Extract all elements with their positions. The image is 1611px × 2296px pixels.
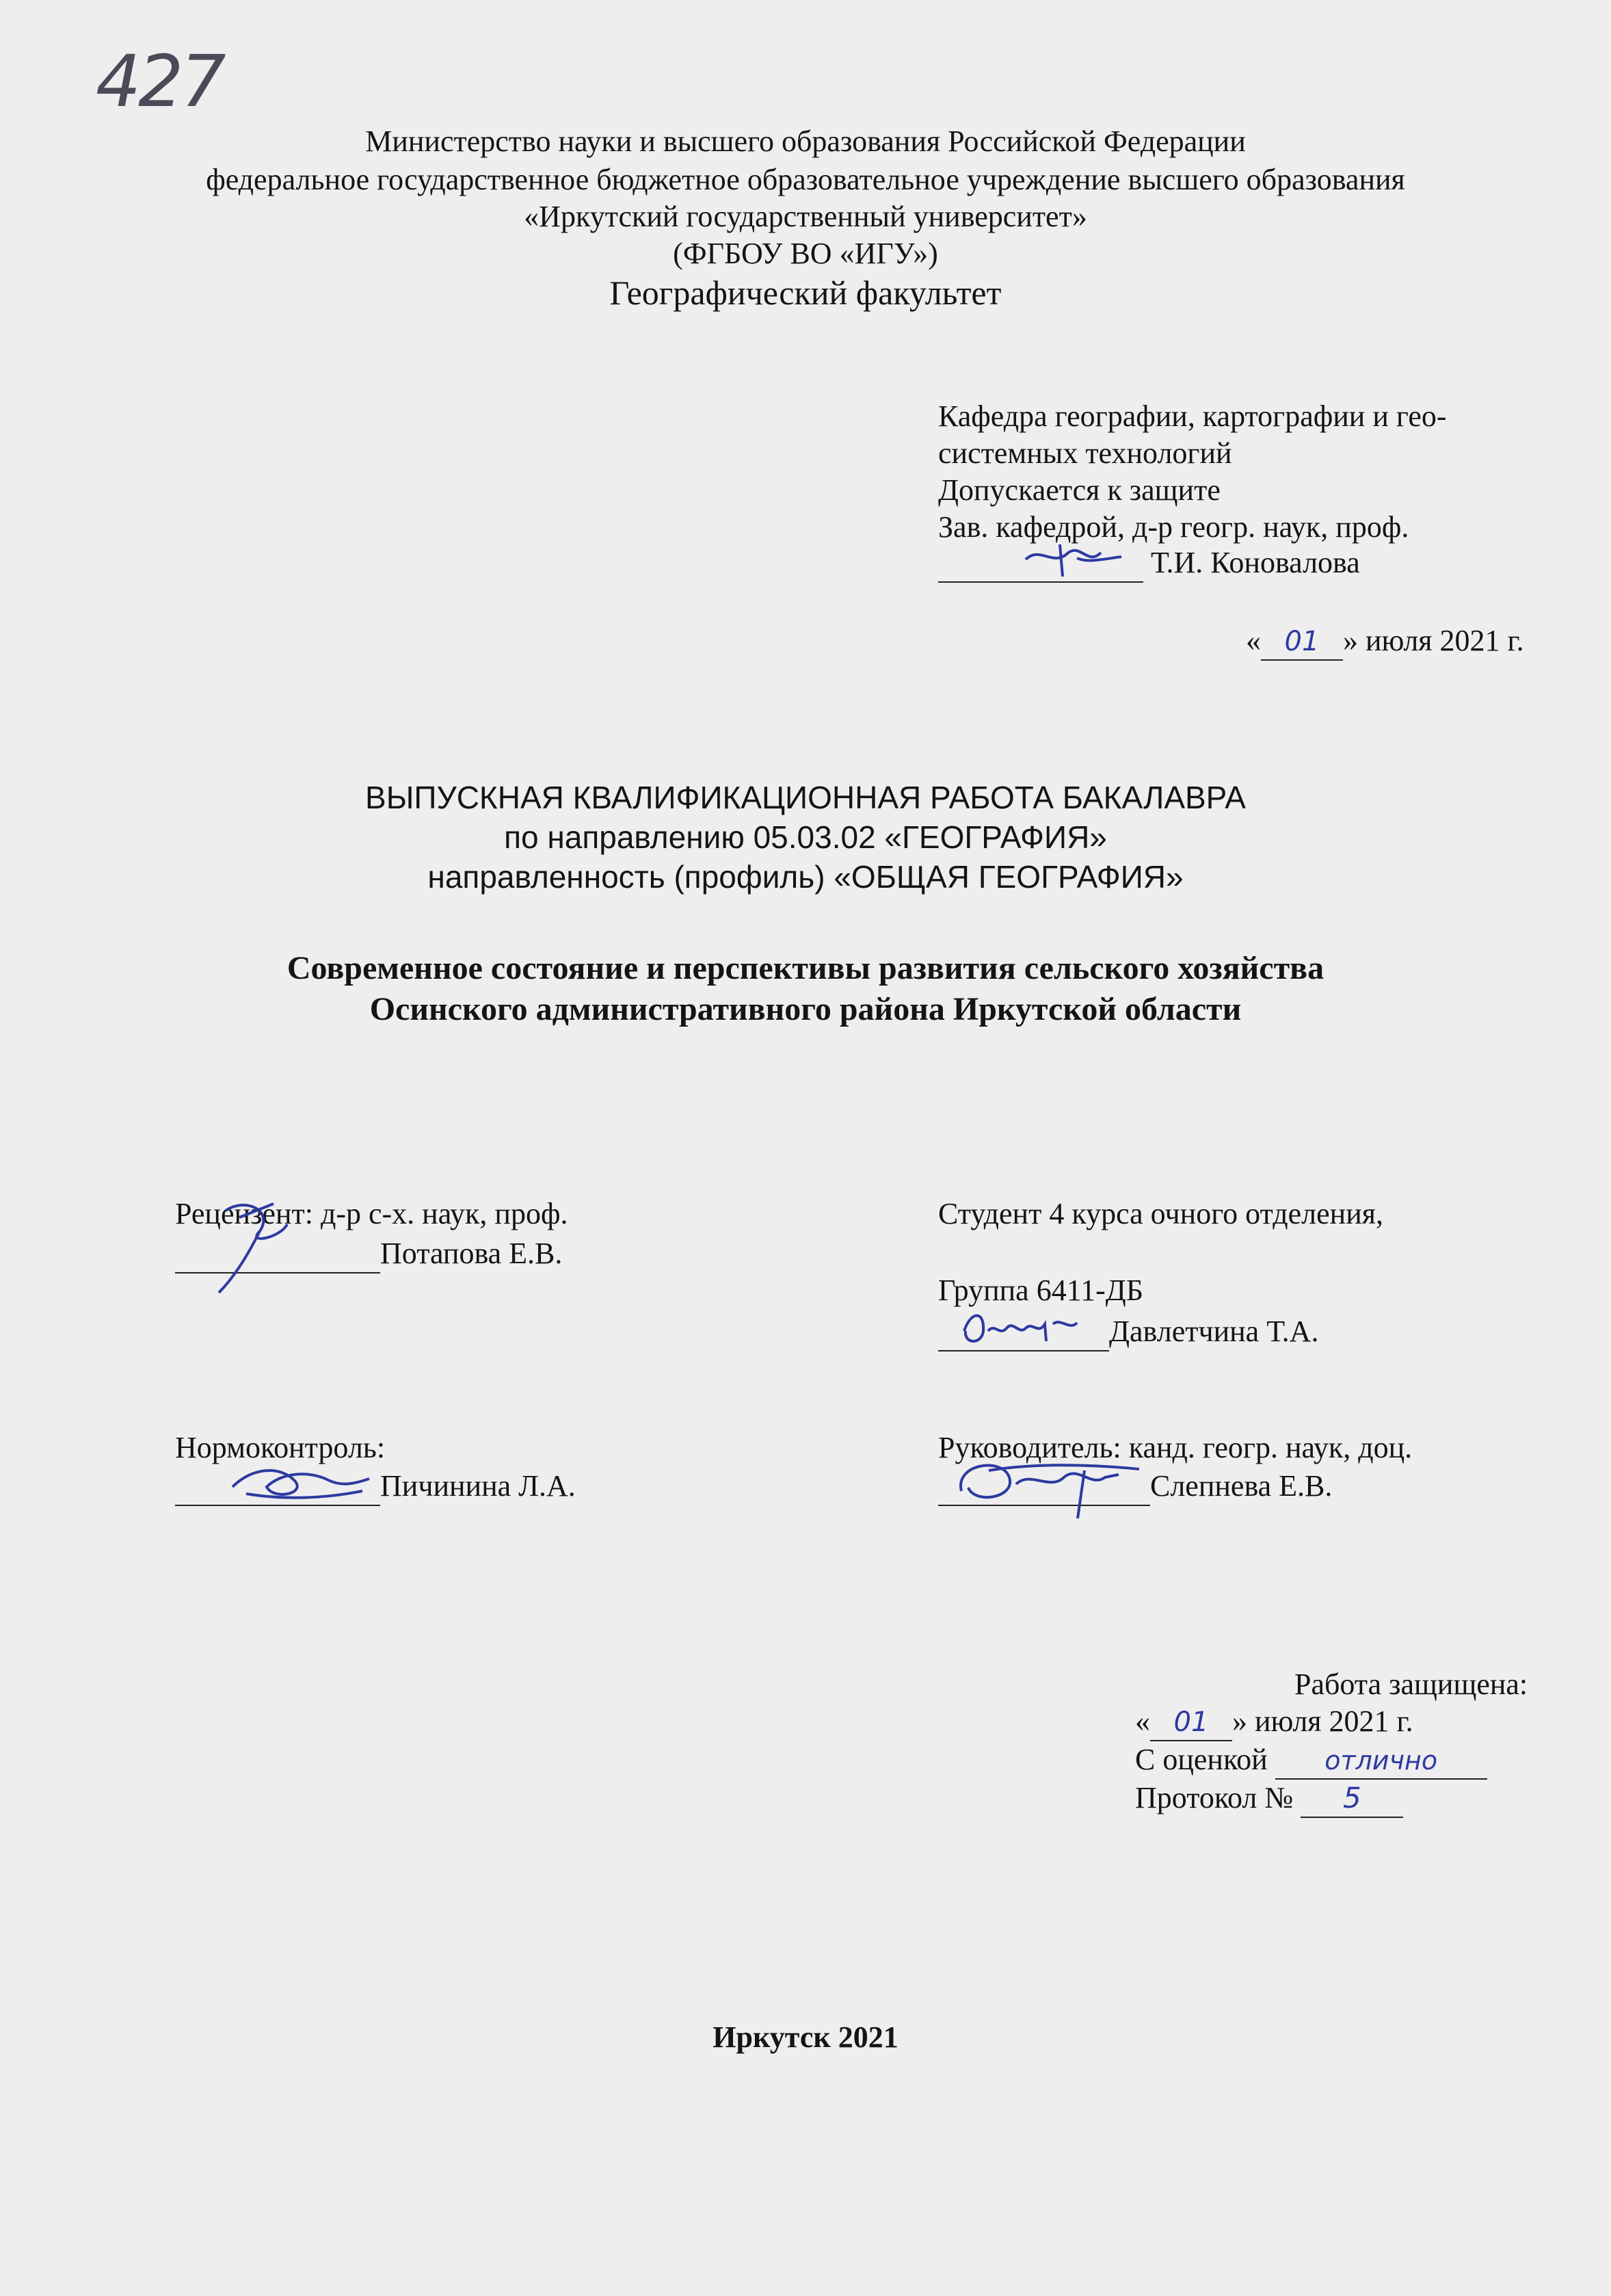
- direction-line: по направлению 05.03.02 «ГЕОГРАФИЯ»: [504, 819, 1107, 855]
- reviewer-signature: [198, 1190, 308, 1299]
- work-type-title: ВЫПУСКНАЯ КВАЛИФИКАЦИОННАЯ РАБОТА БАКАЛАВРА: [365, 780, 1246, 815]
- student-group: Группа 6411-ДБ: [938, 1274, 1144, 1307]
- handwritten-number: 427: [96, 40, 224, 123]
- supervisor-label: Руководитель: канд. геогр. наук, доц.: [938, 1431, 1413, 1464]
- admitted-line: Допускается к защите: [938, 473, 1221, 507]
- student-name: Давлетчина Т.А.: [1109, 1315, 1319, 1348]
- grade-label: С оценкой: [1135, 1743, 1268, 1776]
- protocol-value: 5: [1342, 1781, 1361, 1815]
- head-signature-line: [938, 544, 1360, 583]
- university-line: «Иркутский государственный университет»: [524, 200, 1087, 233]
- ministry-line: Министерство науки и высшего образования Российской Федерации: [365, 124, 1246, 158]
- reviewer-name: Потапова Е.В.: [380, 1237, 563, 1270]
- approval-date-day: 01: [1284, 626, 1320, 657]
- protocol-line: [1135, 1780, 1403, 1818]
- student-signature: [957, 1304, 1094, 1351]
- head-signature: [1019, 539, 1128, 580]
- city-year: Иркутск 2021: [713, 2020, 898, 2054]
- department-line-1: Кафедра географии, картографии и гео-: [938, 399, 1447, 433]
- defense-date-day: 01: [1173, 1706, 1209, 1738]
- grade-value: отлично: [1324, 1745, 1438, 1776]
- department-line-2: системных технологий: [938, 436, 1232, 470]
- supervisor-signature: [948, 1450, 1153, 1525]
- institution-line: федеральное государственное бюджетное образовательное учреждение высшего образования: [206, 163, 1405, 196]
- abbr-line: (ФГБОУ ВО «ИГУ»): [673, 237, 938, 270]
- defense-date: « 01 » июля 2021 г.: [1135, 1703, 1413, 1741]
- head-line: Зав. кафедрой, д-р геогр. наук, проф.: [938, 510, 1409, 544]
- defense-label: Работа защищена:: [1294, 1667, 1528, 1701]
- profile-line: направленность (профиль) «ОБЩАЯ ГЕОГРАФИЯ»: [427, 859, 1184, 895]
- student-label: Студент 4 курса очного отделения,: [938, 1197, 1383, 1230]
- normcontrol-label: Нормоконтроль:: [175, 1431, 386, 1464]
- protocol-label: Протокол №: [1135, 1781, 1294, 1815]
- grade-line: [1135, 1741, 1487, 1780]
- reviewer-label: Рецензент: д-р с-х. наук, проф.: [175, 1197, 568, 1230]
- head-name: Т.И. Коновалова: [1151, 546, 1360, 579]
- normcontrol-name: Пичинина Л.А.: [380, 1469, 576, 1503]
- supervisor-name: Слепнева Е.В.: [1150, 1469, 1333, 1503]
- approval-date: « 01 » июля 2021 г.: [1246, 622, 1524, 661]
- topic-line-2: Осинского административного района Иркутской области: [369, 991, 1242, 1027]
- topic-line-1: Современное состояние и перспективы развития сельского хозяйства: [287, 950, 1324, 986]
- faculty-line: Географический факультет: [609, 274, 1002, 312]
- normcontrol-signature: [226, 1453, 376, 1507]
